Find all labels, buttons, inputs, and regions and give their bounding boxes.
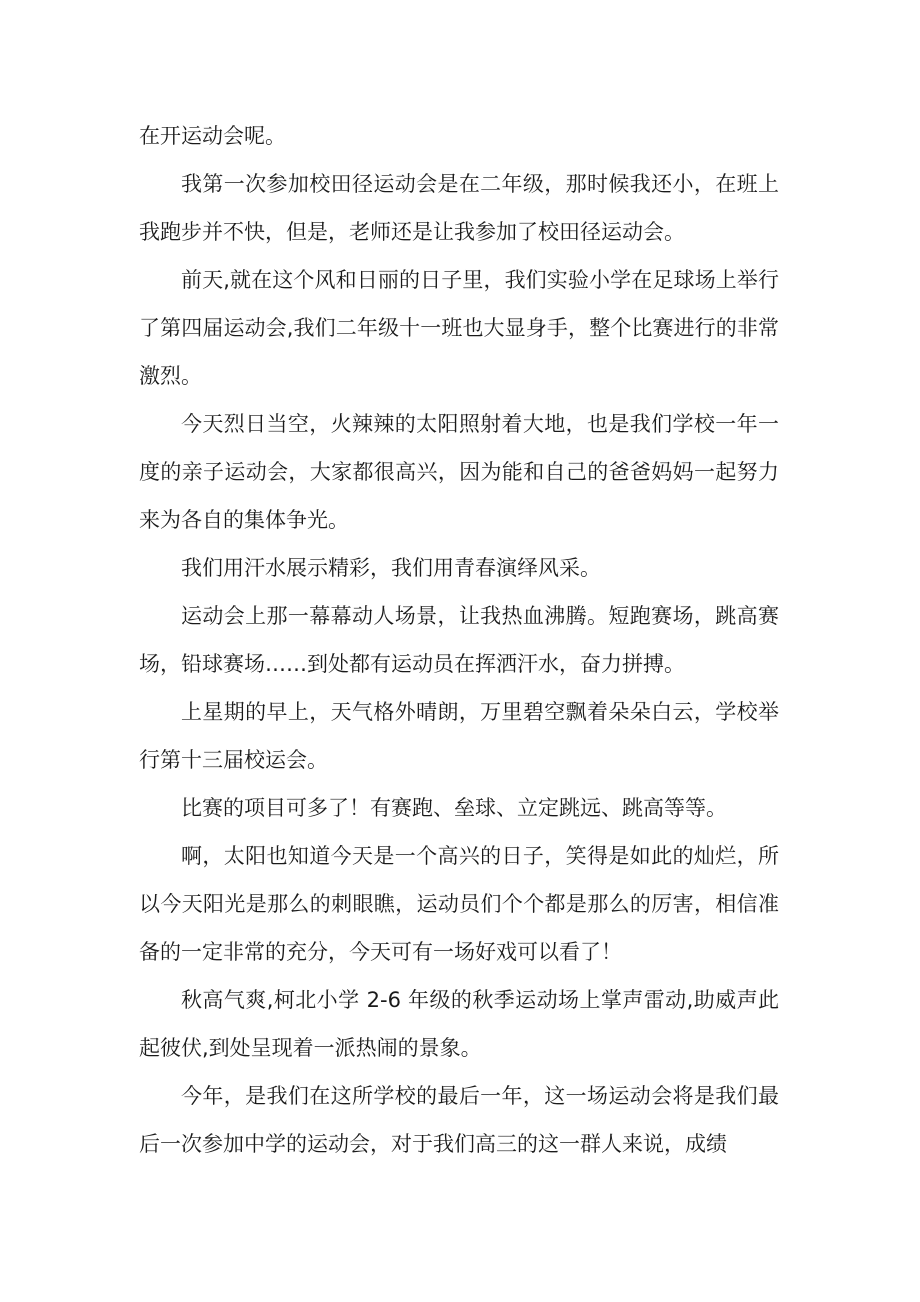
paragraph-3: 前天,就在这个风和日丽的日子里，我们实验小学在足球场上举行了第四届运动会,我们二年级十一班也大显身手，整个比赛进行的非常激烈。 [139,268,779,388]
paragraph-5: 我们用汗水展示精彩，我们用青春演绎风采。 [181,556,601,580]
paragraph-10: 秋高气爽,柯北小学 2-6 年级的秋季运动场上掌声雷动,助威声此起彼伏,到处呈现着一派热闹的景象。 [139,988,779,1060]
paragraph-2: 我第一次参加校田径运动会是在二年级，那时候我还小，在班上我跑步并不快，但是，老师还是让我参加了校田径运动会。 [139,172,779,244]
paragraph-7: 上星期的早上，天气格外晴朗，万里碧空飘着朵朵白云，学校举行第十三届校运会。 [139,700,779,772]
paragraph-8: 比赛的项目可多了！有赛跑、垒球、立定跳远、跳高等等。 [181,796,727,820]
paragraph-1: 在开运动会呢。 [139,124,286,148]
document-body [139,112,779,1168]
paragraph-9: 啊，太阳也知道今天是一个高兴的日子，笑得是如此的灿烂，所以今天阳光是那么的刺眼瞧，运动员们个个都是那么的厉害，相信准备的一定非常的充分，今天可有一场好戏可以看了！ [139,844,779,964]
paragraph-11: 今年，是我们在这所学校的最后一年，这一场运动会将是我们最后一次参加中学的运动会，对于我们高三的这一群人来说，成绩 [139,1084,779,1156]
paragraph-4: 今天烈日当空，火辣辣的太阳照射着大地，也是我们学校一年一度的亲子运动会，大家都很高兴，因为能和自己的爸爸妈妈一起努力来为各自的集体争光。 [139,412,779,532]
paragraph-6: 运动会上那一幕幕动人场景，让我热血沸腾。短跑赛场，跳高赛场，铅球赛场……到处都有运动员在挥洒汗水，奋力拼搏。 [139,604,779,676]
